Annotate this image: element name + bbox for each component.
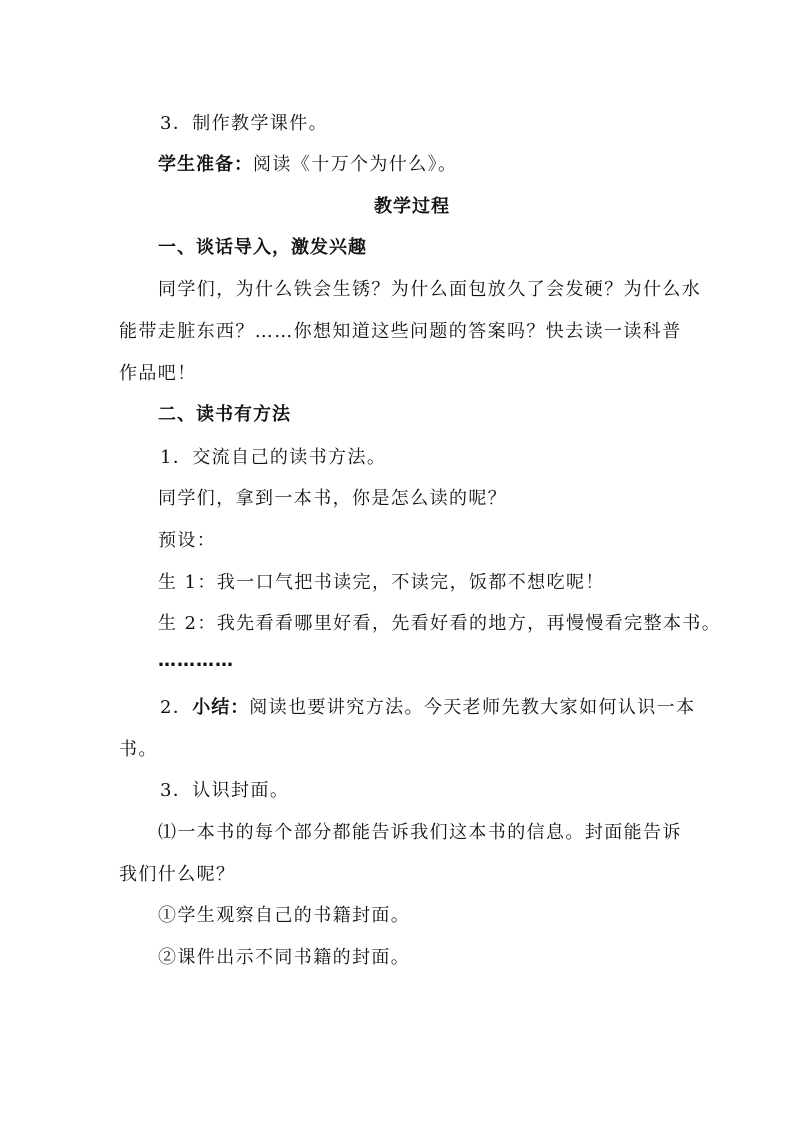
list-item: ②课件出示不同书籍的封面。 (158, 947, 411, 968)
summary-label: 小结： (192, 697, 250, 718)
heading-2: 二、读书有方法 (158, 404, 291, 425)
paragraph-line: 同学们，为什么铁会生锈？为什么面包放久了会发硬？为什么水 (158, 279, 702, 300)
ellipsis-line: ………… (158, 650, 234, 671)
paragraph-line: 能带走脏东西？……你想知道这些问题的答案吗？快去读一读科普 (119, 321, 682, 342)
student-prep-label: 学生准备： (158, 154, 253, 175)
paragraph-line: 作品吧！ (119, 363, 197, 384)
list-item: ①学生观察自己的书籍封面。 (158, 905, 411, 926)
prep-item-3: 3．制作教学课件。 (160, 113, 329, 134)
paragraph-line: ⑴一本书的每个部分都能告诉我们这本书的信息。封面能告诉 (158, 822, 682, 843)
summary-text: 阅读也要讲究方法。今天老师先教大家如何认识一本 (249, 697, 696, 718)
summary-number: 2． (160, 697, 193, 718)
student-prep-line (158, 153, 457, 177)
section-title: 教学过程 (374, 196, 450, 217)
list-item: 1．交流自己的读书方法。 (160, 447, 387, 468)
student-prep-text: 阅读《十万个为什么》。 (253, 154, 458, 175)
list-item: 3．认识封面。 (160, 780, 290, 801)
paragraph-line: 生 2：我先看看哪里好看，先看好看的地方，再慢慢看完整本书。 (158, 613, 722, 634)
heading-1: 一、谈话导入，激发兴趣 (158, 237, 367, 258)
paragraph-line: 同学们，拿到一本书，你是怎么读的呢？ (158, 488, 508, 509)
paragraph-line: 预设： (158, 530, 217, 551)
paragraph-line: 生 1：我一口气把书读完，不读完，饭都不想吃呢！ (158, 572, 605, 593)
paragraph-line: 书。 (119, 739, 158, 760)
summary-line (160, 696, 695, 720)
paragraph-line: 我们什么呢？ (119, 864, 236, 885)
